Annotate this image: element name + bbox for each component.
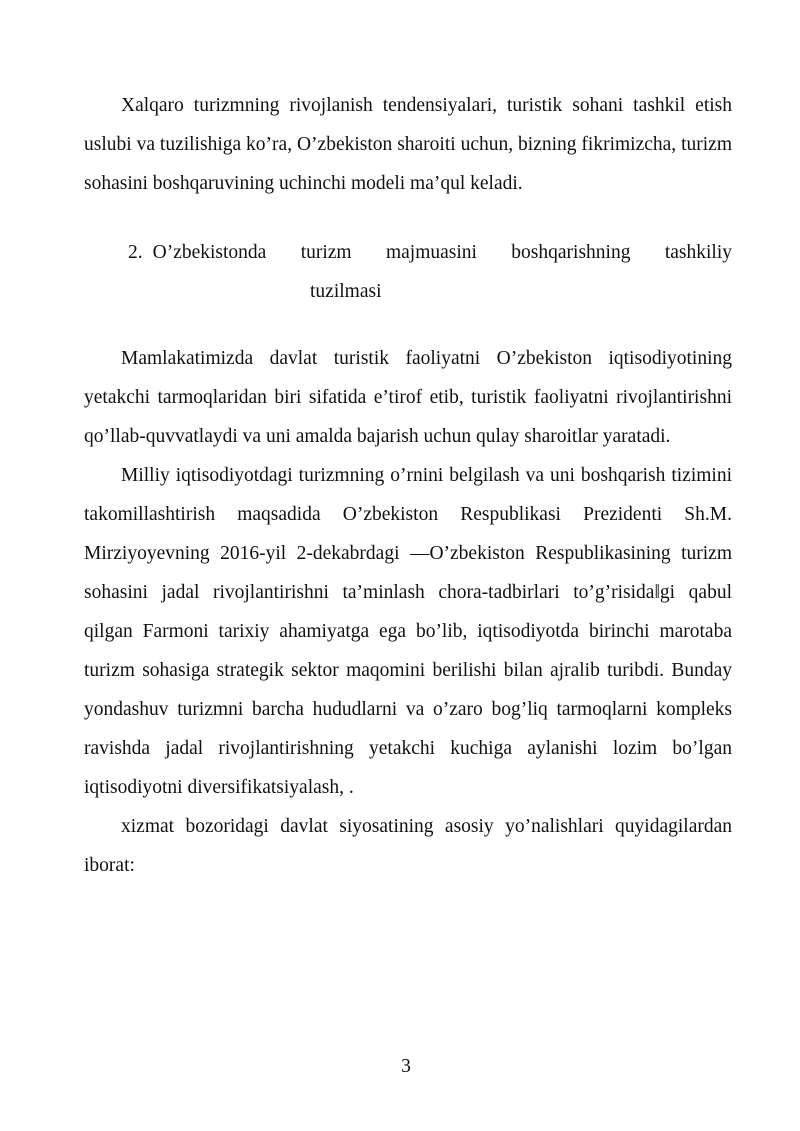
paragraph-state-tourism: Mamlakatimizda davlat turistik faoliyatni O’zbekiston iqtisodiyotining yetakchi tarmoqlaridan biri sifatida e’tirof etib, turistik faoliyatni rivojlantirishni qo’llab-quvvatlaydi va uni amalda bajarish uchun qulay sharoitlar yaratadi.	[84, 348, 732, 447]
page-number: 3	[401, 1056, 411, 1077]
paragraph-policy-directions: xizmat bozoridagi davlat siyosatining asosiy yo’nalishlari quyidagilardan iborat:	[84, 816, 732, 876]
section-heading	[84, 233, 732, 311]
paragraph-presidential-decree: Milliy iqtisodiyotdagi turizmning o’rnini belgilash va uni boshqarish tizimini takomillashtirish maqsadida O’zbekiston Respublikasi Prezidenti Sh.M. Mirziyoyevning 2016-yil 2-dekabrdagi ―O’zbekiston Respublikasining turizm sohasini jadal rivojlantirishni ta’minlash chora-tadbirlari to’g’risida‖gi qabul qilgan Farmoni tarixiy ahamiyatga ega bo’lib, iqtisodiyotda birinchi marotaba turizm sohasiga strategik sektor maqomini berilishi bilan ajralib turibdi. Bunday yondashuv turizmni barcha hududlarni va o’zaro bog’liq tarmoqlarni kompleks ravishda jadal rivojlantirishning yetakchi kuchiga aylanishi lozim bo’lgan iqtisodiyotni diversifikatsiyalash, .	[84, 465, 732, 798]
section-heading-line1	[128, 233, 732, 272]
document-body	[84, 86, 732, 885]
section-title-part2: tuzilmasi	[310, 281, 382, 302]
section-title-part1: O’zbekistonda turizm majmuasini boshqarishning tashkiliy	[152, 242, 732, 263]
section-number: 2.	[128, 242, 143, 263]
paragraph-intro: Xalqaro turizmning rivojlanish tendensiyalari, turistik sohani tashkil etish uslubi va tuzilishiga ko’ra, O’zbekiston sharoiti uchun, bizning fikrimizcha, turizm sohasini boshqaruvining uchinchi modeli ma’qul keladi.	[84, 95, 732, 194]
